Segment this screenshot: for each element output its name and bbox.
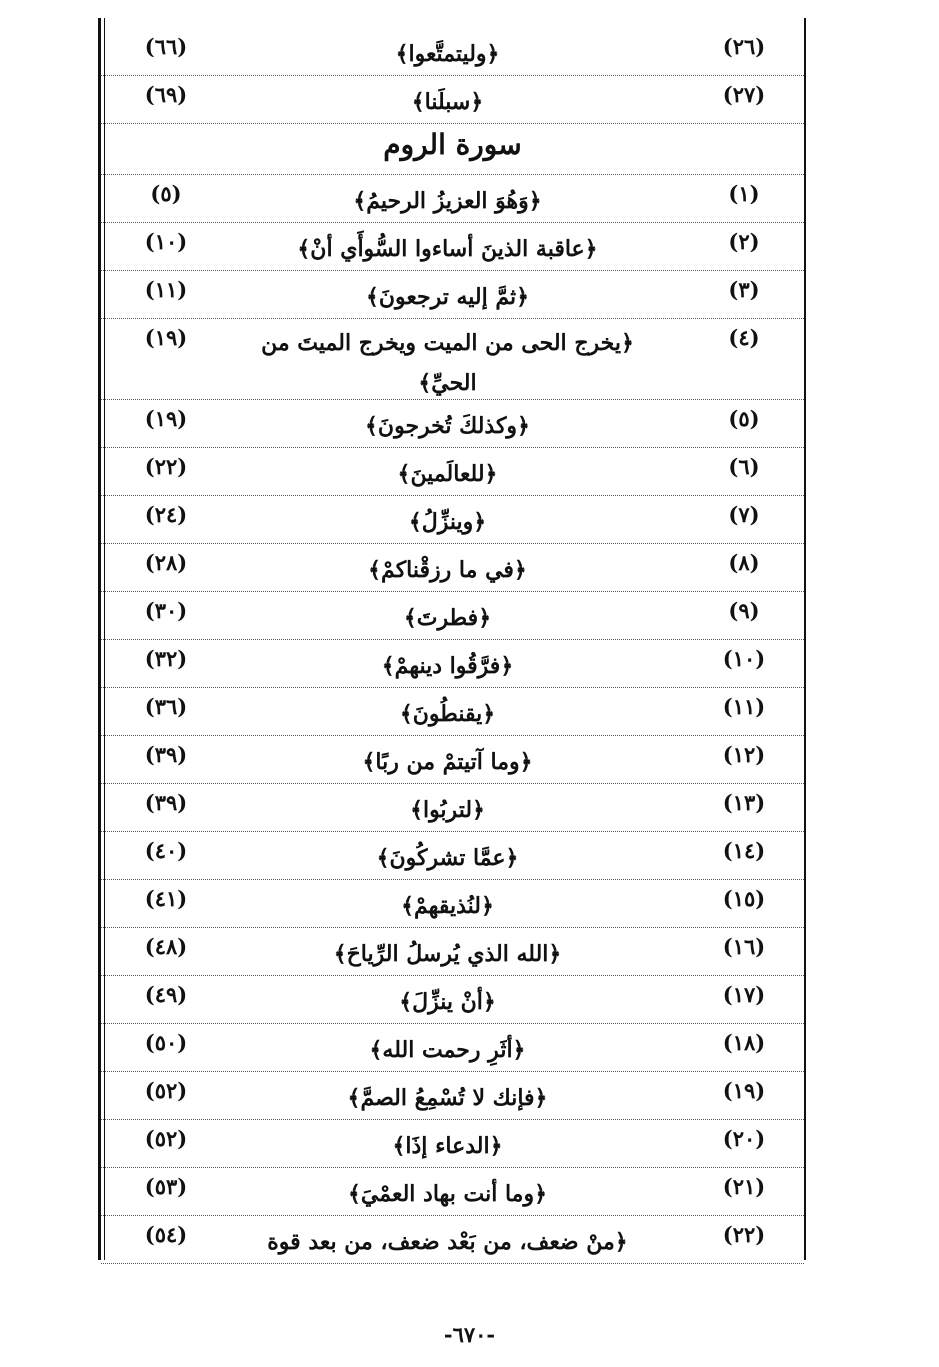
verse-text: ﴿يخرج الحى من الميت ويخرج الميتَ من الحيِّ﴾ <box>261 330 634 396</box>
entry-number: (٤) <box>728 325 760 350</box>
verse-text: ﴿وَهُوَ العزيزُ الرحيمُ﴾ <box>353 188 542 214</box>
table-row <box>101 1024 804 1072</box>
table-row <box>101 319 804 400</box>
verse-reference: (٣٠) <box>144 598 188 623</box>
entry-number: (٦) <box>728 454 760 479</box>
verse-text: ﴿وما آتيتمْ من ربًا﴾ <box>362 749 533 775</box>
entry-number: (١٤) <box>722 838 766 863</box>
surah-heading-row <box>101 124 804 175</box>
verse-reference: (٣٢) <box>144 646 188 671</box>
table-row <box>101 175 804 223</box>
page-frame <box>98 18 806 1260</box>
verse-reference: (٥٢) <box>144 1126 188 1151</box>
entry-number: (٢٦) <box>722 34 766 59</box>
verse-text: ﴿سبلَنا﴾ <box>411 89 484 115</box>
verse-text: ﴿الدعاء إذَا﴾ <box>392 1133 503 1159</box>
verse-text: ﴿وما أنت بهاد العمْيَ﴾ <box>348 1181 547 1207</box>
table-row <box>101 1120 804 1168</box>
verse-reference: (٢٢) <box>144 454 188 479</box>
entry-number: (١٢) <box>722 742 766 767</box>
verse-reference: (٥) <box>150 181 182 206</box>
verse-reference: (٥٣) <box>144 1174 188 1199</box>
table-row <box>101 271 804 319</box>
table-row <box>101 640 804 688</box>
verse-text: ﴿لنُذيقهمْ﴾ <box>401 893 494 919</box>
verse-reference: (٢٨) <box>144 550 188 575</box>
table-row <box>101 496 804 544</box>
verse-reference: (٥٢) <box>144 1078 188 1103</box>
verse-text: ﴿الله الذي يُرسلُ الرِّياحَ﴾ <box>333 941 562 967</box>
entry-number: (١٧) <box>722 982 766 1007</box>
verse-text: ﴿يقنطُونَ﴾ <box>399 701 496 727</box>
verse-reference: (٥٠) <box>144 1030 188 1055</box>
table-row <box>101 28 804 76</box>
verse-reference: (١٩) <box>144 406 188 431</box>
verse-text: ﴿عاقبة الذينَ أساءوا السُّوأَي أنْ﴾ <box>297 236 598 262</box>
table-row <box>101 832 804 880</box>
verse-reference: (٣٦) <box>144 694 188 719</box>
entry-number: (١٩) <box>722 1078 766 1103</box>
verse-reference: (٥٤) <box>144 1222 188 1247</box>
verse-text: ﴿في ما رزقْناكمْ﴾ <box>368 557 527 583</box>
verse-text: ﴿أثَرِ رحمت الله﴾ <box>369 1037 526 1063</box>
verse-reference: (٦٦) <box>144 34 188 59</box>
table-row <box>101 880 804 928</box>
verse-text: ﴿فرَّقُوا دينهمْ﴾ <box>381 653 514 679</box>
verse-text: ﴿منْ ضعف، من بَعْد ضعف، من بعد قوة <box>267 1229 628 1255</box>
entry-number: (١٥) <box>722 886 766 911</box>
verse-reference: (٤٨) <box>144 934 188 959</box>
table-row <box>101 736 804 784</box>
entry-number: (١١) <box>722 694 766 719</box>
verse-reference: (٤٠) <box>144 838 188 863</box>
table-row <box>101 1168 804 1216</box>
verse-text: ﴿وينزِّلُ﴾ <box>408 509 487 535</box>
entry-number: (١) <box>728 181 760 206</box>
verse-text: ﴿ثمَّ إليه ترجعونَ﴾ <box>365 284 530 310</box>
table-row <box>101 784 804 832</box>
surah-title: سورة الروم <box>383 128 522 161</box>
verse-reference: (١١) <box>144 277 188 302</box>
table-row <box>101 76 804 124</box>
entry-number: (٨) <box>728 550 760 575</box>
page-number: -٦٧٠- <box>443 1322 496 1347</box>
table-row <box>101 400 804 448</box>
table-row <box>101 448 804 496</box>
entry-number: (٥) <box>728 406 760 431</box>
verse-reference: (٦٩) <box>144 82 188 107</box>
verse-text: ﴿وكذلكَ تُخرجونَ﴾ <box>365 413 530 439</box>
verse-reference: (٤١) <box>144 886 188 911</box>
entry-number: (٢٠) <box>722 1126 766 1151</box>
verse-reference: (١٩) <box>144 325 188 350</box>
verse-text: ﴿فطرتَ﴾ <box>403 605 492 631</box>
verse-reference: (٤٩) <box>144 982 188 1007</box>
table-row <box>101 223 804 271</box>
entry-number: (١٦) <box>722 934 766 959</box>
verse-text: ﴿أنْ ينزِّلَ﴾ <box>399 989 496 1015</box>
entry-number: (٢١) <box>722 1174 766 1199</box>
entry-number: (١٣) <box>722 790 766 815</box>
table-row <box>101 688 804 736</box>
entry-number: (٧) <box>728 502 760 527</box>
entry-number: (٢٢) <box>722 1222 766 1247</box>
verse-reference: (٢٤) <box>144 502 188 527</box>
table-row <box>101 1072 804 1120</box>
table-row <box>101 928 804 976</box>
verse-reference: (٣٩) <box>144 790 188 815</box>
verse-text: ﴿للعالَمينَ﴾ <box>397 461 498 487</box>
entry-number: (١٠) <box>722 646 766 671</box>
entry-number: (٣) <box>728 277 760 302</box>
entry-number: (٢) <box>728 229 760 254</box>
table-row <box>101 544 804 592</box>
table-row <box>101 976 804 1024</box>
verse-text: ﴿فإنك لا تُسْمِعُ الصمَّ﴾ <box>347 1085 548 1111</box>
verse-reference: (١٠) <box>144 229 188 254</box>
table-row <box>101 1216 804 1264</box>
entry-number: (٢٧) <box>722 82 766 107</box>
verse-reference: (٣٩) <box>144 742 188 767</box>
verse-text: ﴿لتربُوا﴾ <box>410 797 485 823</box>
verse-text: ﴿عمَّا تشركُونَ﴾ <box>376 845 519 871</box>
entry-number: (١٨) <box>722 1030 766 1055</box>
table-row <box>101 592 804 640</box>
index-table <box>101 28 804 1264</box>
entry-number: (٩) <box>728 598 760 623</box>
verse-text: ﴿وليتمتَّعوا﴾ <box>395 41 500 67</box>
